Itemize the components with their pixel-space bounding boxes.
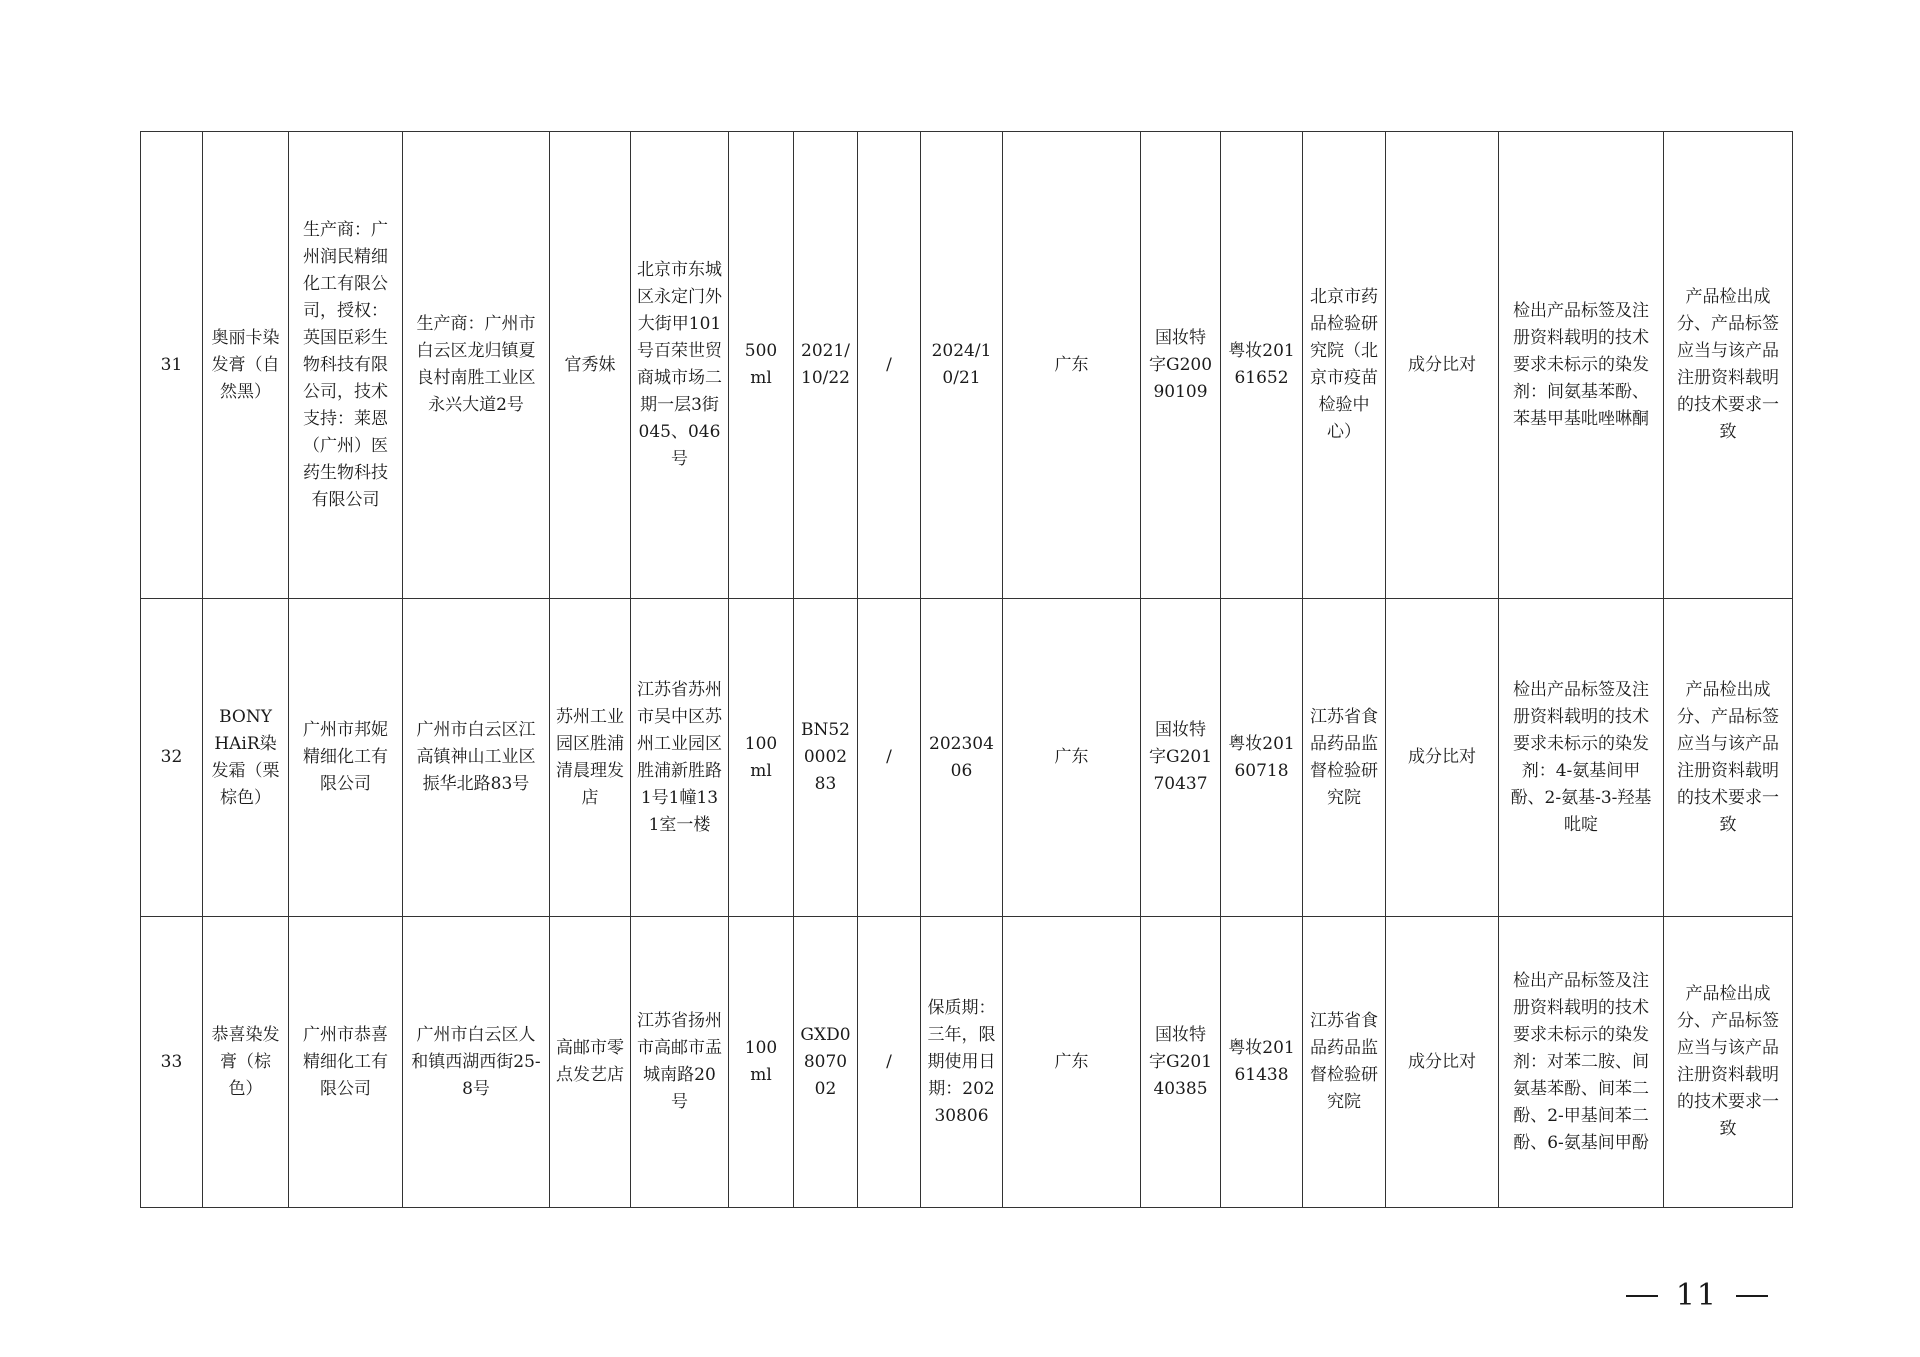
row-number: 33: [141, 917, 203, 1208]
table-row: [141, 132, 1793, 599]
row-number: 31: [141, 132, 203, 599]
inspection-item: 成分比对: [1386, 917, 1499, 1208]
manufacturer: 生产商：广州润民精细化工有限公司，授权：英国臣彩生物科技有限公司，技术支持：莱恩（广州）医药生物科技有限公司: [289, 132, 403, 599]
inspection-result: 检出产品标签及注册资料载明的技术要求未标示的染发剂：对苯二胺、间氨基苯酚、间苯二酚、2-甲基间苯二酚、6-氨基间甲酚: [1499, 917, 1664, 1208]
province: 广东: [1003, 599, 1141, 917]
left-dash: [1626, 1295, 1658, 1297]
registration-number: 国妆特字G20140385: [1141, 917, 1221, 1208]
inspection-result: 检出产品标签及注册资料载明的技术要求未标示的染发剂：4-氨基间甲酚、2-氨基-3-羟基吡啶: [1499, 599, 1664, 917]
inspection-institute: 江苏省食品药品监督检验研究院: [1303, 917, 1386, 1208]
empty-field: /: [858, 599, 921, 917]
manufacturer-address: 广州市白云区人和镇西湖西街25-8号: [403, 917, 550, 1208]
sampled-unit: 高邮市零点发艺店: [550, 917, 631, 1208]
standard-requirement: 产品检出成分、产品标签应当与该产品注册资料载明的技术要求一致: [1664, 132, 1793, 599]
inspection-result: 检出产品标签及注册资料载明的技术要求未标示的染发剂：间氨基苯酚、苯基甲基吡唑啉酮: [1499, 132, 1664, 599]
production-license: 粤妆20160718: [1221, 599, 1303, 917]
sampled-unit-address: 江苏省苏州市吴中区苏州工业园区胜浦新胜路1号1幢131室一楼: [631, 599, 729, 917]
standard-requirement: 产品检出成分、产品标签应当与该产品注册资料载明的技术要求一致: [1664, 599, 1793, 917]
expiry-date: 保质期：三年，限期使用日期：20230806: [921, 917, 1003, 1208]
specification: 500 ml: [729, 132, 794, 599]
page-number: [1626, 1278, 1768, 1313]
province: 广东: [1003, 132, 1141, 599]
row-number: 32: [141, 599, 203, 917]
product-name: BONY HAiR染发霜（栗棕色）: [203, 599, 289, 917]
inspection-item: 成分比对: [1386, 599, 1499, 917]
sampled-unit: 官秀妹: [550, 132, 631, 599]
expiry-date: 2024/10/21: [921, 132, 1003, 599]
province: 广东: [1003, 917, 1141, 1208]
table-row: [141, 917, 1793, 1208]
production-license: 粤妆20161438: [1221, 917, 1303, 1208]
batch-number: BN52000283: [794, 599, 858, 917]
manufacturer: 广州市邦妮精细化工有限公司: [289, 599, 403, 917]
expiry-date: 20230406: [921, 599, 1003, 917]
manufacturer-address: 生产商：广州市白云区龙归镇夏良村南胜工业区永兴大道2号: [403, 132, 550, 599]
product-name: 恭喜染发膏（棕色）: [203, 917, 289, 1208]
specification: 100 ml: [729, 917, 794, 1208]
inspection-item: 成分比对: [1386, 132, 1499, 599]
standard-requirement: 产品检出成分、产品标签应当与该产品注册资料载明的技术要求一致: [1664, 917, 1793, 1208]
sampled-unit: 苏州工业园区胜浦清晨理发店: [550, 599, 631, 917]
registration-number: 国妆特字G20090109: [1141, 132, 1221, 599]
table-row: [141, 599, 1793, 917]
registration-number: 国妆特字G20170437: [1141, 599, 1221, 917]
batch-number: GXD0807002: [794, 917, 858, 1208]
manufacturer-address: 广州市白云区江高镇神山工业区振华北路83号: [403, 599, 550, 917]
sampled-unit-address: 北京市东城区永定门外大街甲101号百荣世贸商城市场二期一层3街045、046号: [631, 132, 729, 599]
batch-number: 2021/10/22: [794, 132, 858, 599]
product-name: 奥丽卡染发膏（自然黑）: [203, 132, 289, 599]
inspection-institute: 江苏省食品药品监督检验研究院: [1303, 599, 1386, 917]
sampled-unit-address: 江苏省扬州市高邮市盂城南路20号: [631, 917, 729, 1208]
inspection-results-table: [140, 131, 1793, 1208]
manufacturer: 广州市恭喜精细化工有限公司: [289, 917, 403, 1208]
empty-field: /: [858, 132, 921, 599]
page-number-text: 11: [1675, 1278, 1718, 1313]
specification: 100 ml: [729, 599, 794, 917]
empty-field: /: [858, 917, 921, 1208]
right-dash: [1736, 1295, 1768, 1297]
production-license: 粤妆20161652: [1221, 132, 1303, 599]
inspection-institute: 北京市药品检验研究院（北京市疫苗检验中心）: [1303, 132, 1386, 599]
